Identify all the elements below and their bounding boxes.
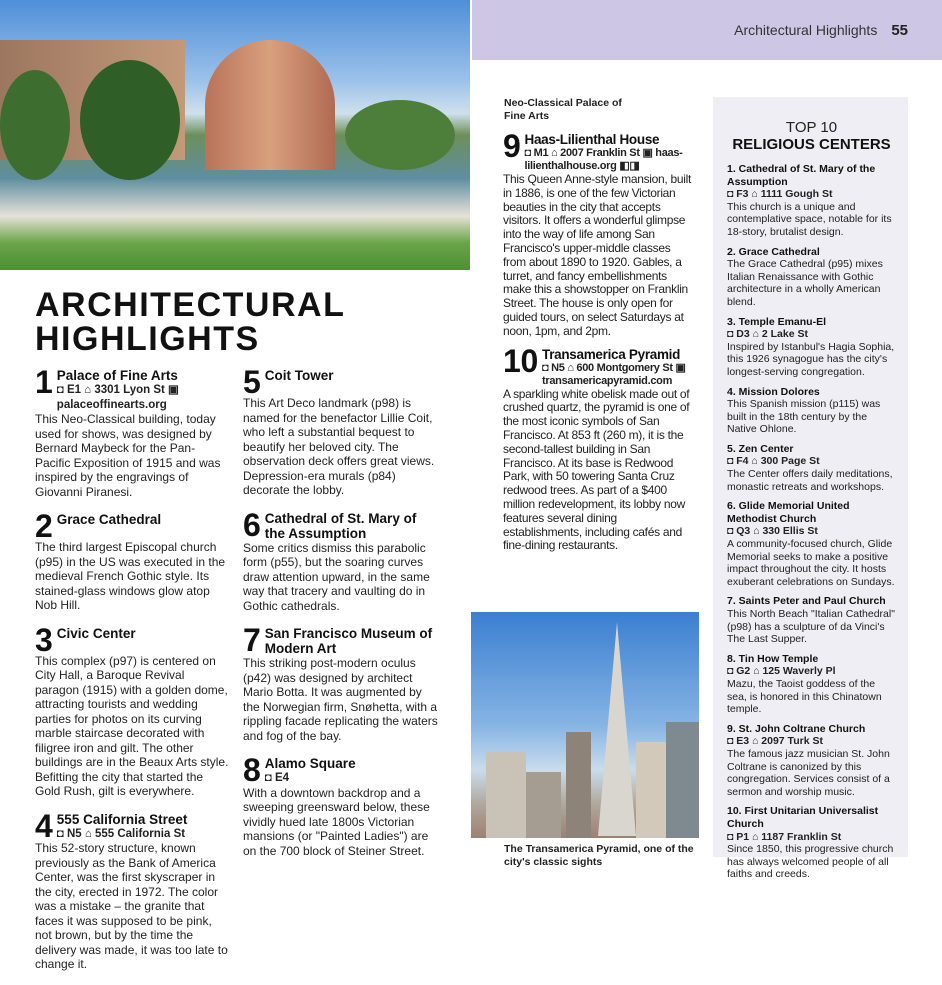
sidebar-item-body: The famous jazz musician St. John Coltrane is canonized by this congregation. Services consist of a sermon and worship music. bbox=[727, 747, 890, 798]
entry-body: Some critics dismiss this parabolic form (p55), but the soaring curves draw attention upward, in the same way that tracery and vaulting do in Gothic cathedrals. bbox=[243, 540, 430, 613]
entry-header-text bbox=[542, 347, 695, 388]
page-header bbox=[472, 0, 942, 60]
sidebar-item-title: 7. Saints Peter and Paul Church bbox=[727, 595, 886, 608]
entry-header-text bbox=[57, 812, 188, 842]
sidebar-item-body: A community-focused church, Glide Memorial seeks to make a positive impact throughout the city. It hosts exuberant celebrations on Sundays. bbox=[727, 538, 895, 588]
entry-body: A sparkling white obelisk made out of crushed quartz, the pyramid is one of the most iconic symbols of San Francisco. At 853 ft (260 m), it is the second-tallest building in San Francisco. At its base is Redwood Park, with 50 towering Santa Cruz redwood trees. As part of a $400 million redevelopment, its lobby now features several dining establishments, including cafés and fine-dining restaurants. bbox=[503, 386, 690, 553]
page-title bbox=[35, 288, 345, 356]
entry-item bbox=[243, 622, 440, 743]
sidebar-item-meta: ◘ D3 ⌂ 2 Lake St bbox=[727, 328, 808, 341]
entry-heading bbox=[243, 752, 440, 788]
top10-sidebar bbox=[713, 97, 908, 881]
entry-number: 7 bbox=[243, 622, 261, 658]
entry-meta: ◘ N5 ⌂ 600 Montgomery St ▣ transamericapyramid.com bbox=[542, 361, 686, 387]
sidebar-item-body: Mazu, the Taoist goddess of the sea, is honored in this Chinatown temple. bbox=[727, 677, 882, 716]
entry-item bbox=[35, 807, 230, 972]
sidebar-item-title: 8. Tin How Temple bbox=[727, 652, 819, 665]
entry-header-text bbox=[57, 626, 136, 641]
entry-title: Haas-Lilienthal House bbox=[524, 132, 660, 147]
entry-heading bbox=[35, 508, 230, 544]
column-1 bbox=[35, 364, 230, 985]
sidebar-item bbox=[727, 500, 896, 588]
entry-number: 10 bbox=[503, 342, 538, 379]
palace-of-fine-arts-photo bbox=[0, 0, 470, 270]
pyramid-shape bbox=[598, 622, 636, 836]
entry-heading bbox=[503, 342, 695, 388]
entry-body: With a downtown backdrop and a sweeping greensward below, these vividly hued late 1800s Victorian mansions (or "Painted Ladies") are on the 700 block of Steiner Street. bbox=[243, 785, 430, 858]
title-line: HIGHLIGHTS bbox=[35, 320, 260, 358]
entry-title: San Francisco Museum of Modern Art bbox=[264, 626, 433, 656]
sidebar-item-meta: ◘ E3 ⌂ 2097 Turk St bbox=[727, 735, 823, 748]
entry-header-text bbox=[265, 626, 440, 656]
sidebar-item-body: Since 1850, this progressive church has always welcomed people of all faiths and creeds. bbox=[727, 843, 894, 881]
entry-title: Civic Center bbox=[56, 625, 136, 641]
entry-body: This striking post-modern oculus (p42) was designed by architect Mario Botta. It was augmented by the Norwegian firm, Snøhetta, with a rippling facade replicating the waters and fog of the bay. bbox=[243, 656, 438, 743]
photo-caption: The Transamerica Pyramid, one of the city's classic sights bbox=[504, 843, 694, 868]
entry-number: 9 bbox=[503, 128, 521, 164]
sidebar-item bbox=[727, 163, 896, 239]
column-2 bbox=[243, 364, 440, 871]
entry-heading bbox=[35, 364, 230, 412]
entry-header-text bbox=[265, 756, 356, 786]
entry-item bbox=[503, 128, 695, 339]
entry-item bbox=[243, 364, 440, 498]
sidebar-item-body: This church is a unique and contemplative space, notable for its 18-story, brutalist design. bbox=[727, 200, 892, 238]
entry-title: 555 California Street bbox=[56, 811, 188, 827]
entry-title: Cathedral of St. Mary of the Assumption bbox=[264, 510, 417, 541]
sidebar-item-meta: ◘ Q3 ⌂ 330 Ellis St bbox=[727, 525, 818, 538]
sidebar-item-title: 9. St. John Coltrane Church bbox=[727, 722, 866, 735]
entry-item bbox=[35, 621, 230, 799]
sidebar-item-body: The Grace Cathedral (p95) mixes Italian Renaissance with Gothic architecture in a wholly American blend. bbox=[727, 258, 883, 308]
entry-heading bbox=[243, 622, 440, 658]
sidebar-heading: RELIGIOUS CENTERS bbox=[732, 136, 891, 153]
entry-number: 3 bbox=[35, 621, 53, 658]
transamerica-pyramid-photo bbox=[471, 612, 699, 838]
entry-title: Coit Tower bbox=[264, 368, 334, 383]
entry-header-text bbox=[265, 368, 334, 383]
section-title: Architectural Highlights bbox=[734, 22, 878, 38]
entry-meta: ◘ E1 ⌂ 3301 Lyon St ▣ palaceoffinearts.org bbox=[56, 384, 179, 411]
sidebar-item bbox=[727, 723, 896, 799]
entry-number: 2 bbox=[35, 508, 53, 544]
page-number: 55 bbox=[891, 21, 908, 39]
sidebar-item-title: 6. Glide Memorial United Methodist Church bbox=[727, 500, 850, 525]
entry-meta: ◘ M1 ⌂ 2007 Franklin St ▣ haas-lilienthalhouse.org ◧◨ bbox=[524, 147, 683, 172]
entry-meta: ◘ E4 bbox=[264, 772, 290, 784]
entry-body: This complex (p97) is centered on City Hall, a Baroque Revival paragon (1915) with a golden dome, attracting tourists and wedding parties for photos on its curving marble staircase decorated with filigree iron and gilt. The other buildings are in the Beaux Arts style. Befitting the city that started the Gold Rush, gilt is everywhere. bbox=[35, 653, 229, 798]
entry-item bbox=[243, 506, 440, 614]
entry-heading bbox=[35, 807, 230, 844]
sidebar-item-meta: ◘ G2 ⌂ 125 Waverly Pl bbox=[727, 665, 836, 678]
sidebar-item bbox=[727, 653, 896, 716]
sidebar-item-body: This North Beach "Italian Cathedral" (p98) has a sculpture of da Vinci's The Last Supper. bbox=[727, 608, 895, 646]
photo-caption: Neo-Classical Palace of Fine Arts bbox=[504, 97, 622, 122]
entry-body: This 52-story structure, known previously as the Bank of America Center, was the first skyscraper in the city, erected in 1972. The color was a mistake – the granite that faces it was supposed to be pink, not brown, but by the time the delivery was made, it was too late to change it. bbox=[35, 841, 228, 971]
entry-item bbox=[503, 342, 695, 554]
entry-number: 1 bbox=[35, 364, 53, 400]
entry-body: This Neo-Classical building, today used for shows, was designed by Bernard Maybeck for the Pan-Pacific Exposition of 1915 and was inspired by the engravings of Giovanni Piranesi. bbox=[35, 412, 221, 499]
entry-body: This Queen Anne-style mansion, built in 1886, is one of the few Victorian beauties in the city that accepts visitors. It offers a wonderful glimpse into the way of life among San Francisco's upper-middle classes from about 1890 to 1920. Gables, a turret, and fancy embellishments make this a showstopper on Franklin Street. The house is only open for guided tours, on select Saturdays at noon, 1pm, and 2pm. bbox=[503, 172, 691, 338]
sidebar-item-title: 5. Zen Center bbox=[727, 442, 794, 455]
entry-title: Transamerica Pyramid bbox=[542, 346, 681, 362]
sidebar-item-body: The Center offers daily meditations, monastic retreats and workshops. bbox=[727, 468, 893, 493]
sidebar-item bbox=[727, 443, 896, 493]
sidebar-item-title: 1. Cathedral of St. Mary of the Assumption bbox=[727, 163, 876, 188]
entry-title: Palace of Fine Arts bbox=[56, 368, 178, 383]
entry-number: 4 bbox=[35, 807, 53, 844]
sidebar-item-title: 10. First Unitarian Universalist Church bbox=[727, 805, 879, 830]
sidebar-item bbox=[727, 595, 896, 645]
sidebar-item-body: This Spanish mission (p115) was built in the 18th century by the Native Ohlone. bbox=[727, 398, 881, 436]
sidebar-item-meta: ◘ F4 ⌂ 300 Page St bbox=[727, 455, 820, 468]
entry-item bbox=[35, 364, 230, 499]
entry-header-text bbox=[57, 512, 161, 527]
sidebar-item-title: 4. Mission Dolores bbox=[727, 385, 820, 398]
entry-header-text bbox=[265, 511, 440, 541]
sidebar-top: TOP 10 bbox=[785, 119, 838, 136]
title-line: ARCHITECTURAL bbox=[35, 286, 346, 324]
column-3 bbox=[503, 128, 695, 561]
entry-header-text bbox=[57, 368, 230, 412]
sidebar-item-body: Inspired by Istanbul's Hagia Sophia, this 1926 synagogue has the city's longest-serving congregation. bbox=[727, 340, 895, 378]
entry-header-text bbox=[525, 132, 696, 173]
entry-meta: ◘ N5 ⌂ 555 California St bbox=[56, 827, 186, 840]
entry-title: Alamo Square bbox=[264, 756, 356, 771]
entry-body: The third largest Episcopal church (p95) in the US was executed in the medieval French Gothic style. Its stained-glass windows glow atop Nob Hill. bbox=[35, 540, 226, 612]
sidebar-item-meta: ◘ P1 ⌂ 1187 Franklin St bbox=[727, 830, 842, 843]
entry-item bbox=[243, 752, 440, 858]
sidebar-item-title: 2. Grace Cathedral bbox=[727, 245, 820, 258]
entry-item bbox=[35, 508, 230, 613]
sidebar-item bbox=[727, 386, 896, 436]
sidebar-item-meta: ◘ F3 ⌂ 1111 Gough St bbox=[727, 188, 833, 201]
entry-heading bbox=[35, 621, 230, 658]
entry-number: 5 bbox=[243, 364, 261, 400]
entry-number: 8 bbox=[243, 752, 261, 788]
sidebar-item bbox=[727, 246, 896, 309]
sidebar-item-title: 3. Temple Emanu-El bbox=[727, 315, 826, 328]
entry-body: This Art Deco landmark (p98) is named for the benefactor Lillie Coit, who left a substantial bequest to beautify her beloved city. The observation deck offers great views. Depression-era murals (p84) decorate the lobby. bbox=[243, 396, 435, 497]
sidebar-item bbox=[727, 316, 896, 379]
entry-heading bbox=[503, 128, 695, 173]
entry-heading bbox=[243, 506, 440, 543]
entry-title: Grace Cathedral bbox=[56, 512, 162, 527]
entry-heading bbox=[243, 364, 440, 400]
sidebar-item bbox=[727, 805, 896, 881]
entry-number: 6 bbox=[243, 506, 261, 543]
